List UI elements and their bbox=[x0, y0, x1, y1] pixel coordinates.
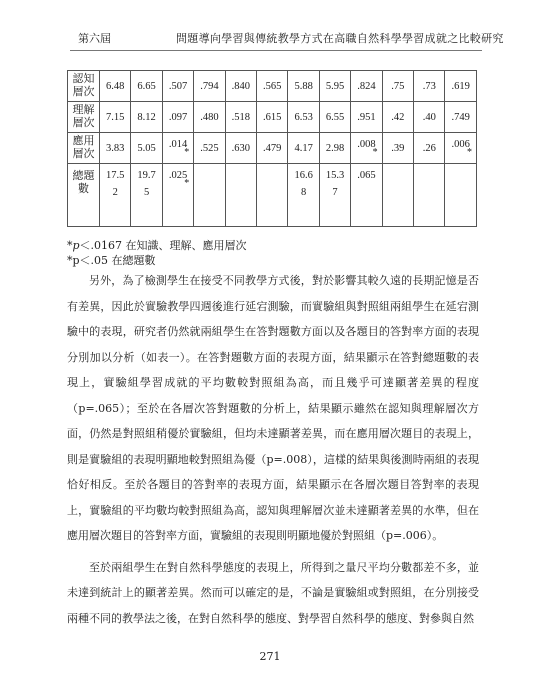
table-row bbox=[68, 133, 477, 164]
significance-marker: * bbox=[372, 146, 378, 158]
cell-value-continued: 8 bbox=[301, 187, 307, 198]
page-number: 271 bbox=[259, 650, 281, 663]
table-cell bbox=[162, 164, 193, 227]
table-cell bbox=[319, 133, 350, 164]
table-cell bbox=[257, 164, 288, 227]
table-row bbox=[68, 164, 477, 227]
cell-value: 15.3 bbox=[325, 170, 345, 181]
table-cell bbox=[382, 71, 413, 102]
header-rule bbox=[70, 50, 482, 51]
table-cell bbox=[382, 133, 413, 164]
cell-value: .73 bbox=[422, 80, 436, 92]
cell-value: .097 bbox=[168, 111, 188, 123]
table-cell bbox=[414, 102, 445, 133]
cell-value: .40 bbox=[422, 111, 436, 123]
table-cell bbox=[445, 71, 477, 102]
paragraph-2: 至於兩組學生在對自然科學態度的表現上，所得到之量尺平均分數都差不多，並未達到統計上的顯著差異。然而可以確定的是，不論是實驗組或對照組，在分別接受兩種不同的教學法之後，在對自然科學的態度、對學習自然科學的態度、對參與自然 bbox=[67, 560, 479, 625]
cell-value: 6.65 bbox=[137, 80, 156, 92]
cell-value: .006 bbox=[451, 138, 470, 150]
table-cell bbox=[194, 164, 225, 227]
significance-marker: * bbox=[184, 146, 190, 158]
table-cell bbox=[257, 102, 288, 133]
note-level-text: ＜.0167 在知識、理解、應用層次 bbox=[79, 239, 247, 252]
cell-value: 6.55 bbox=[325, 111, 345, 123]
running-header-title: 問題導向學習與傳統教學方式在高職自然科學學習成就之比較研究 bbox=[176, 32, 504, 45]
table-cell bbox=[288, 102, 319, 133]
cell-value: .480 bbox=[200, 111, 219, 123]
table-cell bbox=[414, 164, 445, 227]
row-label: 總題數 bbox=[68, 164, 100, 227]
cell-value: .42 bbox=[391, 111, 405, 123]
table-row bbox=[68, 102, 477, 133]
table-cell bbox=[100, 71, 131, 102]
cell-value: .824 bbox=[357, 80, 376, 92]
table-cell bbox=[131, 133, 162, 164]
table-cell bbox=[351, 71, 382, 102]
table-cell bbox=[382, 102, 413, 133]
table-cell bbox=[100, 102, 131, 133]
table-cell bbox=[100, 133, 131, 164]
table-cell bbox=[351, 164, 382, 227]
table-notes bbox=[67, 238, 247, 268]
paragraph-1: 另外，為了檢測學生在接受不同教學方式後，對於影響其較久遠的長期記憶是否有差異，因此於實驗教學四週後進行延宕測驗，而實驗組與對照組兩組學生在延宕測驗中的表現，研究者仍然就兩組學生在答對題數方面以及各題目的答對率方面的表現分別加以分析（如表一）。在答對題數方面的表現方面，結果顯示在答對總題數的表現上，實驗組學習成就的平均數較對照組為高，而且幾乎可達顯著差異的程度（p=.065）；至於在各層次答對題數的分析上，結果顯示雖然在認知與理解層次方面，仍然是對照組稍優於實驗組，但均未達顯著差異，而在應用層次題目的表現上，則是實驗組的表現明顯地較對照組為優（p=.008），這樣的結果與後測時兩組的表現恰好相反。至於各題目的答對率的表現方面，結果顯示在各層次題目答對率的表現上，實驗組的平均數均較對照組為高，認知與理解層次並未達顯著差異的水準，但在應用層次題目的答對率方面，實驗組的表現則明顯地優於對照組（p=.006）。 bbox=[67, 274, 479, 542]
cell-value: 2.98 bbox=[325, 142, 345, 154]
table-cell bbox=[445, 164, 477, 227]
cell-value: .794 bbox=[200, 80, 219, 92]
cell-value: 7.15 bbox=[106, 111, 125, 123]
row-label: 應用層次 bbox=[68, 133, 100, 164]
table-cell bbox=[162, 133, 193, 164]
row-label: 理解層次 bbox=[68, 102, 100, 133]
cell-value: .619 bbox=[451, 80, 470, 92]
cell-value: 4.17 bbox=[294, 142, 313, 154]
table-cell bbox=[194, 71, 225, 102]
cell-value: .39 bbox=[391, 142, 405, 154]
table-cell bbox=[225, 71, 256, 102]
table-cell bbox=[445, 133, 477, 164]
cell-value: .951 bbox=[357, 111, 376, 123]
cell-value-continued: 5 bbox=[143, 187, 150, 198]
cell-value: .479 bbox=[263, 142, 282, 154]
cell-value: .014 bbox=[168, 138, 188, 150]
table-cell bbox=[319, 164, 350, 227]
cell-value: .008 bbox=[357, 138, 376, 150]
cell-value: .75 bbox=[391, 80, 405, 92]
note-p-symbol: p bbox=[72, 239, 80, 252]
body-text bbox=[67, 268, 479, 631]
table-cell bbox=[225, 164, 256, 227]
table-cell bbox=[100, 164, 131, 227]
table-cell bbox=[445, 102, 477, 133]
table-cell bbox=[414, 71, 445, 102]
cell-value: 5.05 bbox=[137, 142, 156, 154]
table-cell bbox=[225, 102, 256, 133]
cell-value: 8.12 bbox=[137, 111, 156, 123]
cell-value: 16.6 bbox=[294, 170, 313, 181]
table-cell bbox=[288, 71, 319, 102]
table-cell bbox=[319, 71, 350, 102]
cell-value: .749 bbox=[451, 111, 470, 123]
table-cell bbox=[351, 102, 382, 133]
note-level: *p＜.0167 在知識、理解、應用層次 bbox=[67, 239, 247, 252]
cell-value: .565 bbox=[263, 80, 282, 92]
table-cell bbox=[257, 133, 288, 164]
cell-value-continued: 7 bbox=[332, 187, 338, 198]
cell-value: .525 bbox=[200, 142, 219, 154]
cell-value: 6.48 bbox=[106, 80, 125, 92]
table-cell bbox=[194, 133, 225, 164]
row-label: 認知層次 bbox=[68, 71, 100, 102]
table-cell bbox=[319, 102, 350, 133]
significance-marker: * bbox=[184, 178, 190, 189]
cell-value: 19.7 bbox=[137, 170, 156, 181]
table-cell bbox=[382, 164, 413, 227]
table-cell bbox=[351, 133, 382, 164]
table-cell bbox=[131, 164, 162, 227]
table-cell bbox=[162, 102, 193, 133]
table-cell bbox=[288, 164, 319, 227]
cell-value: .507 bbox=[168, 80, 188, 92]
cell-value: .26 bbox=[422, 142, 436, 154]
table-cell bbox=[288, 133, 319, 164]
cell-value: 17.5 bbox=[106, 170, 125, 181]
table-cell bbox=[257, 71, 288, 102]
cell-value: .630 bbox=[231, 142, 251, 154]
table-cell bbox=[131, 102, 162, 133]
table-row bbox=[68, 71, 477, 102]
significance-marker: * bbox=[467, 146, 472, 158]
table-cell bbox=[194, 102, 225, 133]
table-cell bbox=[414, 133, 445, 164]
cell-value: .025 bbox=[168, 170, 188, 181]
cell-value: 3.83 bbox=[106, 142, 125, 154]
table-cell bbox=[162, 71, 193, 102]
cell-value: 6.53 bbox=[294, 111, 313, 123]
cell-value: .840 bbox=[231, 80, 251, 92]
results-table bbox=[67, 70, 477, 227]
table-cell bbox=[225, 133, 256, 164]
cell-value: .518 bbox=[231, 111, 251, 123]
note-total: *p＜.05 在總題數 bbox=[67, 254, 156, 267]
cell-value-continued: 2 bbox=[112, 187, 118, 198]
cell-value: .615 bbox=[263, 111, 282, 123]
cell-value: .065 bbox=[357, 170, 376, 181]
table-cell bbox=[131, 71, 162, 102]
cell-value: 5.95 bbox=[325, 80, 345, 92]
cell-value: 5.88 bbox=[294, 80, 313, 92]
running-header-left: 第六屆 bbox=[78, 32, 111, 45]
